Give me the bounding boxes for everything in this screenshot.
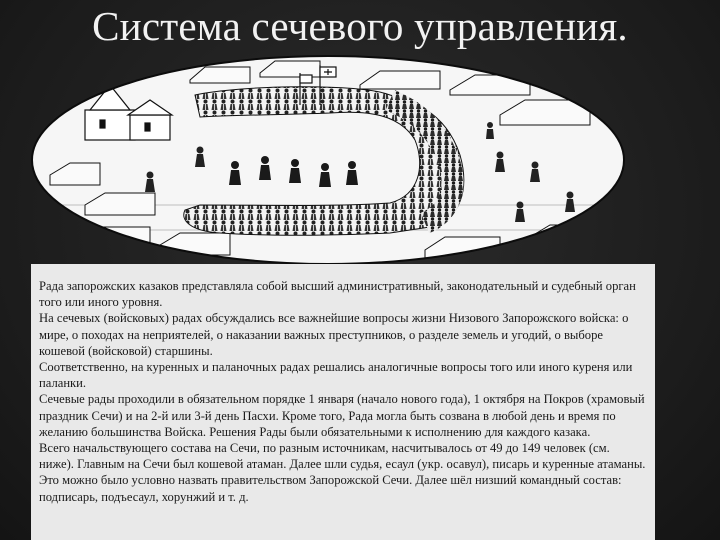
paragraph-rada-schedule: Сечевые рады проходили в обязательном порядке 1 января (начало нового года), 1 октября на Покров (храмовый праздник Сечи) и на 2-й или 3-й день Пасхи. Кроме того, Рада могла быть созвана в любой день и время по желанию большинства Войска. Решения Рады были обязательными к исполнению для каждого казака.	[39, 392, 645, 439]
paragraph-leadership: Всего начальствующего состава на Сечи, по разным источникам, насчитывалось от 49 до 149 человек (см. ниже). Главным на Сечи был кошевой атаман. Далее шли судья, есаул (укр. осавул), писарь и куренные атаманы. Это можно было условно назвать правительством Запорожской Сечи. Далее шёл низший командный состав: подписарь, подъесаул, хорунжий и т. д.	[39, 441, 646, 504]
paragraph-sech-rada-issues: На сечевых (войсковых) радах обсуждались все важнейшие вопросы жизни Низового Запорожского войска: о мире, о походах на неприятелей, о наказании важных преступников, о разделе земель и угодий, о выборе кошевой (войсковой) старшины.	[39, 311, 629, 358]
text-panel	[31, 264, 655, 540]
cossack-rada-gathering-illustration	[30, 55, 627, 265]
paragraph-rada-definition: Рада запорожских казаков представляла собой высший административный, законодательный и судебный орган того или иного уровня.	[39, 279, 636, 310]
slide-title: Система сечевого управления.	[92, 3, 628, 49]
paragraph-kuren-rada: Соответственно, на куренных и паланочных радах решались аналогичные вопросы того или иного куреня или паланки.	[39, 360, 633, 391]
